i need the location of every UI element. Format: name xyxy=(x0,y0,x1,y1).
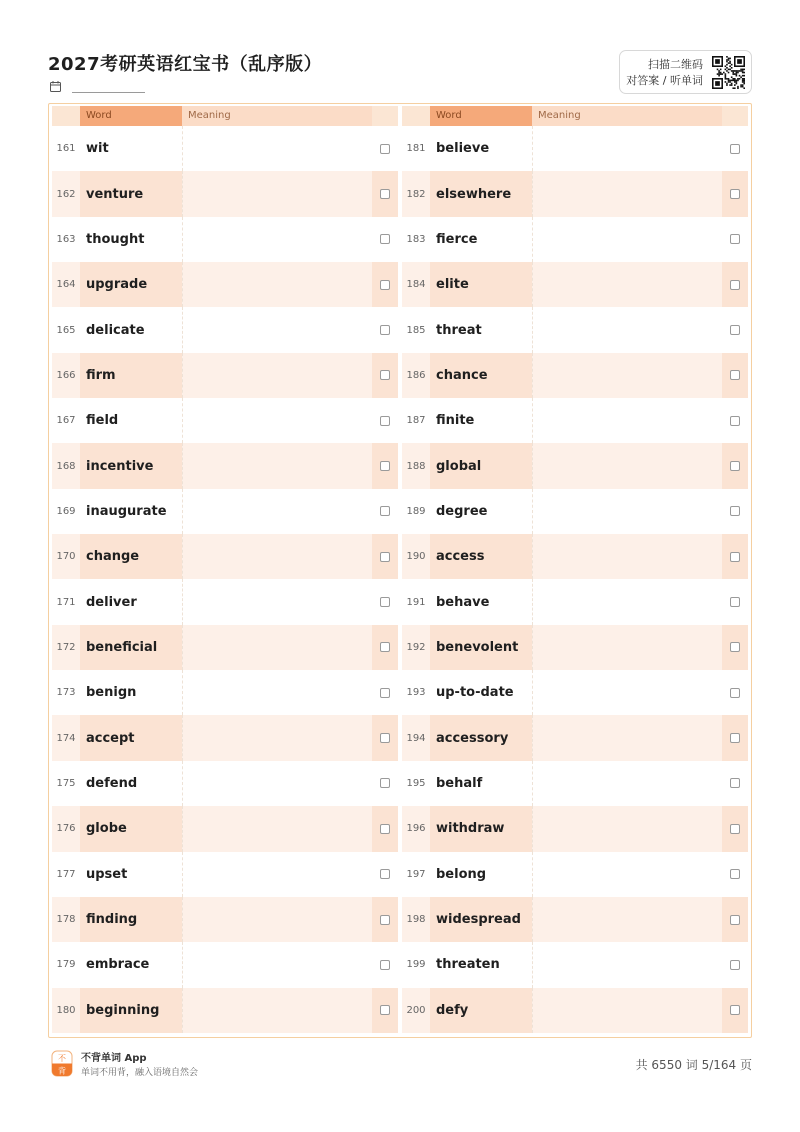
table-row xyxy=(402,988,748,1033)
checkbox[interactable] xyxy=(380,915,390,925)
meaning-field[interactable] xyxy=(182,625,372,670)
row-check-cell xyxy=(372,670,398,715)
row-number: 187 xyxy=(406,415,426,427)
checkbox[interactable] xyxy=(380,778,390,788)
meaning-field[interactable] xyxy=(532,353,722,398)
meaning-field[interactable] xyxy=(182,988,372,1033)
meaning-field[interactable] xyxy=(532,307,722,352)
header-check-cell xyxy=(722,106,748,126)
row-word: behalf xyxy=(436,775,483,791)
meaning-field[interactable] xyxy=(532,761,722,806)
row-word: finding xyxy=(80,897,182,942)
app-tagline: 单词不用背，融入语境自然会 xyxy=(81,1068,199,1078)
checkbox[interactable] xyxy=(730,189,740,199)
checkbox[interactable] xyxy=(380,597,390,607)
qr-card[interactable] xyxy=(619,50,752,94)
row-check-cell xyxy=(372,897,398,942)
row-check-cell xyxy=(722,262,748,307)
row-check-cell xyxy=(372,443,398,488)
row-word: access xyxy=(430,534,532,579)
row-check-cell xyxy=(722,171,748,216)
row-check-cell xyxy=(722,715,748,760)
checkbox[interactable] xyxy=(380,642,390,652)
checkbox[interactable] xyxy=(380,461,390,471)
page-info: 共 6550 词 5/164 页 xyxy=(635,1058,752,1072)
row-word: up-to-date xyxy=(436,685,514,701)
row-word: embrace xyxy=(86,957,150,973)
checkbox[interactable] xyxy=(730,144,740,154)
row-number: 166 xyxy=(56,369,76,381)
header-number-cell xyxy=(52,106,80,126)
qr-caption-line1: 扫描二维码 xyxy=(648,58,703,71)
meaning-field[interactable] xyxy=(182,715,372,760)
table-row xyxy=(402,262,748,307)
row-word: field xyxy=(86,413,119,429)
header-number-cell xyxy=(402,106,430,126)
checkbox[interactable] xyxy=(730,416,740,426)
row-check-cell xyxy=(722,579,748,624)
svg-text:不: 不 xyxy=(58,1054,66,1063)
row-word: firm xyxy=(80,353,182,398)
checkbox[interactable] xyxy=(730,869,740,879)
date-underline xyxy=(72,92,145,93)
table-row xyxy=(402,715,748,760)
row-number: 176 xyxy=(56,823,76,835)
row-number: 196 xyxy=(406,823,426,835)
meaning-field[interactable] xyxy=(532,262,722,307)
table-row xyxy=(52,625,398,670)
row-word: widespread xyxy=(430,897,532,942)
row-check-cell xyxy=(722,307,748,352)
row-number: 169 xyxy=(56,505,76,517)
row-number: 179 xyxy=(56,959,76,971)
row-word: elite xyxy=(430,262,532,307)
checkbox[interactable] xyxy=(380,733,390,743)
meaning-field[interactable] xyxy=(532,171,722,216)
checkbox[interactable] xyxy=(730,778,740,788)
header-meaning: Meaning xyxy=(532,106,722,126)
meaning-field[interactable] xyxy=(182,262,372,307)
row-number: 186 xyxy=(406,369,426,381)
row-number: 200 xyxy=(406,1004,426,1016)
meaning-field[interactable] xyxy=(182,534,372,579)
row-check-cell xyxy=(722,670,748,715)
meaning-field[interactable] xyxy=(532,126,722,171)
meaning-field[interactable] xyxy=(532,806,722,851)
checkbox[interactable] xyxy=(380,960,390,970)
meaning-field[interactable] xyxy=(532,852,722,897)
row-check-cell xyxy=(372,262,398,307)
checkbox[interactable] xyxy=(380,234,390,244)
table-row xyxy=(402,579,748,624)
meaning-field[interactable] xyxy=(182,852,372,897)
row-word: defy xyxy=(430,988,532,1033)
row-check-cell xyxy=(722,534,748,579)
row-word: thought xyxy=(86,231,145,247)
row-word: upgrade xyxy=(80,262,182,307)
meaning-field[interactable] xyxy=(182,217,372,262)
checkbox[interactable] xyxy=(380,688,390,698)
checkbox[interactable] xyxy=(380,552,390,562)
row-word: upset xyxy=(86,866,128,882)
row-check-cell xyxy=(722,625,748,670)
meaning-field[interactable] xyxy=(532,715,722,760)
checkbox[interactable] xyxy=(380,1005,390,1015)
row-number: 185 xyxy=(406,324,426,336)
table-body-left xyxy=(52,126,398,1033)
page-title: 2027考研英语红宝书（乱序版） xyxy=(48,54,323,75)
row-number: 199 xyxy=(406,959,426,971)
table-header xyxy=(402,106,748,126)
meaning-field[interactable] xyxy=(182,942,372,987)
meaning-field[interactable] xyxy=(532,489,722,534)
row-word: global xyxy=(430,443,532,488)
row-number: 171 xyxy=(56,596,76,608)
table-row xyxy=(52,942,398,987)
row-check-cell xyxy=(372,579,398,624)
table-row xyxy=(52,579,398,624)
row-check-cell xyxy=(722,942,748,987)
table-row xyxy=(52,852,398,897)
row-number: 175 xyxy=(56,777,76,789)
table-row xyxy=(402,489,748,534)
row-check-cell xyxy=(372,171,398,216)
row-number: 173 xyxy=(56,687,76,699)
row-word: inaugurate xyxy=(86,503,167,519)
meaning-field[interactable] xyxy=(532,534,722,579)
checkbox[interactable] xyxy=(380,370,390,380)
row-check-cell xyxy=(372,988,398,1033)
meaning-field[interactable] xyxy=(182,897,372,942)
meaning-field[interactable] xyxy=(182,307,372,352)
meaning-field[interactable] xyxy=(182,489,372,534)
table-row xyxy=(402,171,748,216)
row-check-cell xyxy=(372,761,398,806)
meaning-field[interactable] xyxy=(182,670,372,715)
table-row xyxy=(402,761,748,806)
table-row xyxy=(52,761,398,806)
checkbox[interactable] xyxy=(730,280,740,290)
meaning-field[interactable] xyxy=(532,670,722,715)
row-check-cell xyxy=(722,761,748,806)
row-check-cell xyxy=(722,217,748,262)
meaning-field[interactable] xyxy=(182,806,372,851)
table-row xyxy=(52,398,398,443)
app-logo-icon xyxy=(51,1050,73,1077)
row-check-cell xyxy=(372,398,398,443)
word-table-left xyxy=(52,106,398,1033)
checkbox[interactable] xyxy=(730,824,740,834)
row-word: finite xyxy=(436,413,475,429)
checkbox[interactable] xyxy=(730,370,740,380)
row-word: benign xyxy=(86,685,137,701)
row-number: 197 xyxy=(406,868,426,880)
row-number: 165 xyxy=(56,324,76,336)
row-check-cell xyxy=(722,806,748,851)
meaning-field[interactable] xyxy=(532,217,722,262)
row-word: chance xyxy=(430,353,532,398)
row-word: change xyxy=(80,534,182,579)
row-word: beneficial xyxy=(80,625,182,670)
row-check-cell xyxy=(722,897,748,942)
table-row xyxy=(402,307,748,352)
row-check-cell xyxy=(372,307,398,352)
table-row xyxy=(402,852,748,897)
row-word: believe xyxy=(436,141,490,157)
row-number: 161 xyxy=(56,143,76,155)
checkbox[interactable] xyxy=(380,869,390,879)
row-number: 167 xyxy=(56,415,76,427)
row-number: 194 xyxy=(406,732,426,744)
row-word: wit xyxy=(86,141,109,157)
row-number: 195 xyxy=(406,777,426,789)
table-row xyxy=(52,126,398,171)
checkbox[interactable] xyxy=(380,325,390,335)
checkbox[interactable] xyxy=(730,915,740,925)
row-number: 193 xyxy=(406,687,426,699)
table-row xyxy=(402,443,748,488)
row-number: 168 xyxy=(56,460,76,472)
header-check-cell xyxy=(372,106,398,126)
row-number: 162 xyxy=(56,188,76,200)
table-row xyxy=(52,534,398,579)
header-word: Word xyxy=(80,106,182,126)
meaning-field[interactable] xyxy=(532,398,722,443)
checkbox[interactable] xyxy=(730,733,740,743)
row-check-cell xyxy=(372,353,398,398)
row-number: 183 xyxy=(406,233,426,245)
table-row xyxy=(402,398,748,443)
meaning-field[interactable] xyxy=(182,171,372,216)
row-check-cell xyxy=(372,852,398,897)
table-row xyxy=(402,897,748,942)
meaning-field[interactable] xyxy=(182,126,372,171)
meaning-field[interactable] xyxy=(532,942,722,987)
date-field[interactable] xyxy=(50,80,150,94)
meaning-field[interactable] xyxy=(532,579,722,624)
meaning-field[interactable] xyxy=(532,897,722,942)
row-check-cell xyxy=(722,489,748,534)
word-table-right xyxy=(402,106,748,1033)
row-word: accessory xyxy=(430,715,532,760)
meaning-field[interactable] xyxy=(182,579,372,624)
checkbox[interactable] xyxy=(380,416,390,426)
row-number: 170 xyxy=(56,551,76,563)
table-row xyxy=(52,443,398,488)
table-row xyxy=(52,353,398,398)
table-row xyxy=(52,897,398,942)
checkbox[interactable] xyxy=(730,325,740,335)
checkbox[interactable] xyxy=(730,552,740,562)
row-number: 192 xyxy=(406,641,426,653)
row-word: fierce xyxy=(436,231,478,247)
row-check-cell xyxy=(722,126,748,171)
row-check-cell xyxy=(372,489,398,534)
row-check-cell xyxy=(722,398,748,443)
table-row xyxy=(402,534,748,579)
row-word: delicate xyxy=(86,322,145,338)
row-number: 198 xyxy=(406,914,426,926)
row-word: elsewhere xyxy=(430,171,532,216)
row-number: 178 xyxy=(56,914,76,926)
checkbox[interactable] xyxy=(380,144,390,154)
checkbox[interactable] xyxy=(730,597,740,607)
row-check-cell xyxy=(372,625,398,670)
row-number: 163 xyxy=(56,233,76,245)
table-row xyxy=(402,942,748,987)
row-word: venture xyxy=(80,171,182,216)
qr-code-icon xyxy=(712,56,745,89)
row-word: degree xyxy=(436,503,488,519)
svg-text:背: 背 xyxy=(58,1066,66,1076)
table-row xyxy=(402,670,748,715)
row-word: incentive xyxy=(80,443,182,488)
row-check-cell xyxy=(722,988,748,1033)
row-check-cell xyxy=(372,534,398,579)
table-body-right xyxy=(402,126,748,1033)
header-word: Word xyxy=(430,106,532,126)
row-number: 191 xyxy=(406,596,426,608)
row-number: 188 xyxy=(406,460,426,472)
table-row xyxy=(52,307,398,352)
table-row xyxy=(52,171,398,216)
table-row xyxy=(402,806,748,851)
checkbox[interactable] xyxy=(730,1005,740,1015)
row-word: beginning xyxy=(80,988,182,1033)
row-number: 181 xyxy=(406,143,426,155)
row-number: 174 xyxy=(56,732,76,744)
table-row xyxy=(52,988,398,1033)
meaning-field[interactable] xyxy=(182,761,372,806)
row-number: 182 xyxy=(406,188,426,200)
row-check-cell xyxy=(372,715,398,760)
app-name: 不背单词 App xyxy=(81,1053,147,1064)
row-number: 180 xyxy=(56,1004,76,1016)
checkbox[interactable] xyxy=(380,824,390,834)
row-word: benevolent xyxy=(430,625,532,670)
table-header xyxy=(52,106,398,126)
meaning-field[interactable] xyxy=(182,353,372,398)
qr-caption-line2: 对答案 / 听单词 xyxy=(626,74,703,87)
meaning-field[interactable] xyxy=(532,625,722,670)
row-check-cell xyxy=(722,852,748,897)
row-number: 177 xyxy=(56,868,76,880)
row-number: 164 xyxy=(56,279,76,291)
row-check-cell xyxy=(722,353,748,398)
row-number: 172 xyxy=(56,641,76,653)
table-row xyxy=(52,670,398,715)
meaning-field[interactable] xyxy=(182,398,372,443)
meaning-field[interactable] xyxy=(532,988,722,1033)
checkbox[interactable] xyxy=(730,960,740,970)
qr-caption xyxy=(626,57,703,89)
table-row xyxy=(52,262,398,307)
table-row xyxy=(402,625,748,670)
table-row xyxy=(402,126,748,171)
table-row xyxy=(402,353,748,398)
checkbox[interactable] xyxy=(730,688,740,698)
row-number: 190 xyxy=(406,551,426,563)
row-check-cell xyxy=(372,806,398,851)
checkbox[interactable] xyxy=(730,642,740,652)
checkbox[interactable] xyxy=(730,234,740,244)
checkbox[interactable] xyxy=(380,506,390,516)
table-row xyxy=(52,806,398,851)
meaning-field[interactable] xyxy=(532,443,722,488)
row-word: defend xyxy=(86,775,138,791)
checkbox[interactable] xyxy=(380,189,390,199)
row-word: deliver xyxy=(86,594,137,610)
table-row xyxy=(52,217,398,262)
table-row xyxy=(402,217,748,262)
meaning-field[interactable] xyxy=(182,443,372,488)
row-number: 189 xyxy=(406,505,426,517)
checkbox[interactable] xyxy=(380,280,390,290)
header-meaning: Meaning xyxy=(182,106,372,126)
row-check-cell xyxy=(372,217,398,262)
row-number: 184 xyxy=(406,279,426,291)
row-word: behave xyxy=(436,594,490,610)
calendar-icon xyxy=(50,81,61,92)
row-word: belong xyxy=(436,866,487,882)
row-word: threaten xyxy=(436,957,500,973)
row-check-cell xyxy=(722,443,748,488)
table-row xyxy=(52,489,398,534)
row-check-cell xyxy=(372,942,398,987)
row-word: withdraw xyxy=(430,806,532,851)
row-word: globe xyxy=(80,806,182,851)
table-row xyxy=(52,715,398,760)
checkbox[interactable] xyxy=(730,506,740,516)
row-word: threat xyxy=(436,322,482,338)
row-check-cell xyxy=(372,126,398,171)
checkbox[interactable] xyxy=(730,461,740,471)
row-word: accept xyxy=(80,715,182,760)
